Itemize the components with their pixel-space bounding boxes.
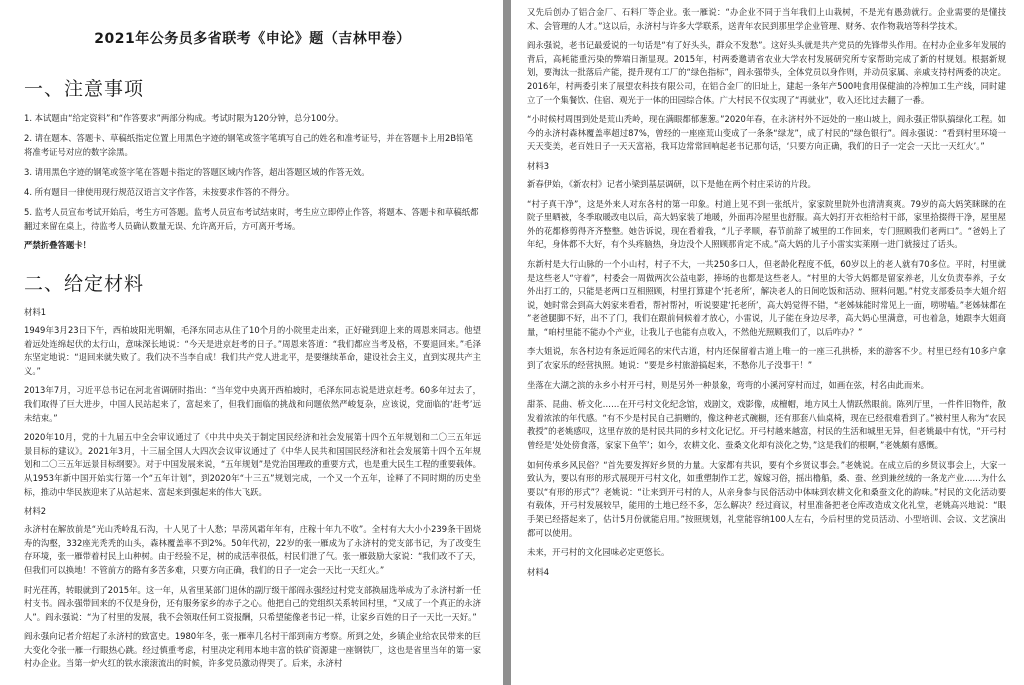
- note-item: 3. 请用黑色字迹的钢笔或签字笔在答题卡指定的答题区域内作答，超出答题区域的作答无效。: [24, 167, 370, 177]
- material-label: 材料3: [527, 160, 550, 171]
- section-heading-notes: 一、注意事项: [24, 78, 145, 100]
- note-item: 1. 本试题由“给定资料”和“作答要求”两部分构成。考试时限为120分钟，总分100分。: [24, 113, 344, 123]
- paragraph: 阎永强向记者介绍起了永济村的致富史。1980年冬，张一雁率几名村干部到南方考察。所到之处，乡镇企业给农民带来的巨大变化令张一雁一行眼热心跳。经过慎重考虑，村里决定利用本地丰富的铁矿资源建一座钢铁厂，这也是省里当年的第一家村办企业。当第一炉火红的铁水滚滚流出的时候，许多党员激动得哭了。后来，永济村: [24, 631, 481, 669]
- paragraph: “小时候村周围到处是荒山秃岭，现在满眼都郁葱葱。”2020年春，在永济村外不远处的一座山坡上，阎永强正带队搞绿化工程。如今的永济村森林覆盖率超过87%，曾经的一座座荒山变成了一条条“绿龙”，成了村民的“绿色银行”。阎永强说：“看到村里环境一天天变美，老百姓日子一天天富裕，我耳边常常回响起老书记那句话，‘只要方向正确，我们的日子一定会一天比一天红火’。”: [527, 114, 1006, 152]
- material-label: 材料4: [527, 566, 550, 577]
- paragraph: 2013年7月，习近平总书记在河北省调研时指出：“当年党中央离开西柏坡时，毛泽东同志说是进京赶考。60多年过去了，我们取得了巨大进步，中国人民站起来了，富起来了，但我们面临的挑战和问题依然严峻复杂，应该说，党面临的‘赶考’远未结束。”: [24, 385, 481, 423]
- document-page-right: [511, 0, 1024, 685]
- paragraph: 坐落在大湖之滨的永乡小村开弓村，则是另外一种景象，弯弯的小溪河穿村而过，如画在弦，村名由此而来。: [527, 379, 929, 390]
- paragraph: 如何传承乡风民俗？“首先要发挥好乡贤的力量。大家都有共识，要有个乡贤议事会。”老姚说。在成立后的乡贤议事会上，大家一致认为，要以有形的形式展现开弓村文化，如重塑制作工艺，嫁嫁习俗，摇出橹船，桑、蚕、丝到兼丝绒的一条龙产业……为什么要以“有形的形式”？老姚说：“让来到开弓村的人，从亲身参与民俗活动中体味到农耕文化和桑蚕文化的韵味。”村民的文化活动要有载体，开弓村发展较早，能用的土地已经不多，怎么解决？经过商议，村里准备把老仓库改造成文化礼堂，老姚高兴地说：“眼手架已经搭起来了，估计5月份就能启用。”按照规划，礼堂能容纳100人左右，今后村里的党员活动、小型培训、会议、文艺演出都可以使用。: [527, 459, 1006, 538]
- paragraph: “村子真干净”，这是外来人对东各村的第一印象。村道上见不到一张纸片，家家院里院外也清清爽爽。79岁的高大妈笑眯眯的在院子里晒被，冬季取暖改电以后，高大妈家装了地暖，外面再冷屋里也舒服。高大妈打开衣柜给村干部，家里拾掇得干净，屋里屋外的花都修剪得齐齐整整。她告诉说，现在看着我，“儿子孝顺，春节前辞了城里的工作回来，专门照顾我们老两口”。“爸妈上了年纪，身体都不大好，有个头疼脑热，身边没个人照顾那肯定不成。”高大妈的儿子小雷实实莱刚一进门就接过了话头。: [527, 198, 1006, 250]
- paragraph: 时光荏苒，转眼就到了2015年。这一年，从省里某部门退休的副厅级干部阎永强经过村党支部换届选举成为了永济村新一任村支书。阎永强带回来的不仅是身份，还有服务家乡的赤子之心。他把自己的党组织关系转回村里，“又成了一个真正的永济人”。阎永强说：“为了村里的发展，我不会领取任何工资报酬，只希望能像老书记一样，让家乡百姓的日子一天比一天好。”: [24, 584, 481, 622]
- note-item: 4. 所有题目一律使用现行规范汉语言文字作答，未按要求作答的不得分。: [24, 187, 295, 197]
- paragraph: 新春伊始，《新农村》记者小梁到基层调研，以下是他在两个村庄采访的片段。: [527, 178, 816, 189]
- note-item: 5. 监考人员宣布考试开始后，考生方可答题。监考人员宣布考试结束时，考生应立即停止作答，将题本、答题卡和草稿纸都翻过来留在桌上，待监考人员确认数量无误、允许离开后，方可离开考场。: [24, 207, 479, 231]
- paragraph: 甜茶、昆曲、桥文化……在开弓村文化纪念馆，戏剧文，戏影像，成檀帽，地方风土人情跃然眼前。陈列厅里，一件件旧物件，散发着浓浓的年代感。“有不少是村民自己捐赠的，像这种老式碗橱，还有那套八仙桌椅，现在已经很难看到了。”被村里人称为“农民教授”的老姚感叹，这里存放的是村民共同的乡村文化记忆。开弓村越来越富，村民的生活和城里无异，但老姚最中有忧，“开弓村曾经是‘处处傍食落，家家下鱼竿’；如今，农耕文化、蚕桑文化却有淡化之势，”这是我们的根啊，”老姚颇有感慨。: [527, 399, 1006, 451]
- paragraph: 未来，开弓村的文化园味必定更悠长。: [527, 547, 670, 558]
- paragraph: 永济村在解放前是“光山秃岭乱石沟，十人见了十人愁；旱涝风霜年年有，庄稼十年九不收”。全村有大大小小239条干固烧寿的沟壑，332座光秃秃的山头，森林覆盖率不到2%。50年代初，22岁的张一雁成为了永济村的党支部书记，为了改变生存环境，张一雁带着村民上山种树。由于经验不足，树的成活率很低，村民们泄了气。张一雁鼓励大家说：“我们改不了天，但我们可以换地！不管前方的路有多苦多难，只要方向正确，我们的日子一定会一天比一天红火。”: [24, 524, 481, 575]
- document-page-left: [0, 0, 503, 685]
- warning-note: 严禁折叠答题卡！: [24, 240, 91, 250]
- note-item: 2. 请在题本、答题卡、草稿纸指定位置上用黑色字迹的钢笔或签字笔填写自己的姓名和准考证号，并在答题卡上用2B铅笔将准考证号对应的数字涂黑。: [24, 133, 473, 157]
- paragraph: 李大姐说，东各村边有条远近闻名的宋代古道，村内还保留着古道上唯一的一座三孔拱桥，来的游客不少。村里已经有10多户拿到了农家乐的经营执照。她说：“要是乡村旅游搞起来，不愁你儿子没事干！”: [527, 346, 1006, 371]
- document-title: 2021年公务员多省联考《申论》题（吉林甲卷）: [94, 31, 411, 47]
- paragraph: 阎永强说，老书记最爱说的一句话是“有了好头头，群众不发愁”。这好头头就是共产党员的先锋带头作用。在村办企业多年发展的背后，高耗能重污染的弊端日渐显现。2015年，村两委邀请省农业大学农村发展研究所专家帮助完成了新的村规划。根据新规划，要淘汰一批落后产能，提升现有工厂的“绿色指标”，阎永强带头，全体党员以身作则，并动员家属、亲戚支持村两委的决定。2016年，村两委引来了展望农科技有限公司，在铝合金厂的旧址上，建起一条年产500吨食用保健油的冷榨加工生产线，同时建立了一个集餐饮、住宿、观光于一体的田园综合体。广大村民不仅实现了“再就业”，收入还比过去翻了一番。: [527, 40, 1006, 105]
- paragraph: 又先后创办了铝合金厂、石料厂等企业。张一雁说：“办企业不同于当年我们上山栽树，不是光有愚劲就行。企业需要的是懂技术、会管理的人才。”这以后，永济村与许多大学联系，送青年农民到那里学企业管理、财务、农作物栽培等科学技术。: [527, 7, 1006, 31]
- material-label: 材料1: [24, 307, 47, 317]
- paragraph: 东新村是大行山脉的一个小山村，村子不大，一共250多口人，但老龄化程度不低，60岁以上的老人就有70多位。平时，村里就是这些老人“守着”，村委会一周做两次公益电影，捧场的也都是这些老人。“村里的大爷大妈都是留家养老，儿女负责奉养，子女外出打工的，只能是老两口互相照顾，村里打算建个‘托老所’，解决老人的日间吃饭和活动、照料问题。”村党支部委员李大姐介绍说，她时常会到高大妈家来看看，帮衬帮衬，听说要建‘托老所’，高大妈觉得不错，“老姊妹能时常见上一面，唠唠嗑。”老姊妹都在 ”老爸腿脚不好，出不了门，我们在跟前伺候着才放心，小雷说，儿子能在身边尽孝，高大妈心里满意，可也着急，她跟李大姐商量，“咱村里能不能办个产业，让我儿子也能有点收入，不然他光照顾我们了，以后咋办？”: [527, 258, 1006, 337]
- material-label: 材料2: [24, 506, 47, 517]
- paragraph: 2020年10月，党的十九届五中全会审议通过了《中共中央关于制定国民经济和社会发展第十四个五年规划和二〇三五年远景目标的建议》。2021年3月，十三届全国人大四次会议审议通过了《中华人民共和国国民经济和社会发展第十四个五年规划和二〇三五年远景目标纲要》。对于中国发展来说，“五年规划”是党治国理政的重要方式，也是重大民生工程的重要载体。从1953年新中国开始实行第一个“五年计划”，到2020年“十三五”规划完成，一个又一个五年，诠释了不同时期的历史坐标，推动中华民族迎来了从站起来、富起来到强起来的伟大飞跃。: [24, 432, 481, 497]
- paragraph: 1949年3月23日下午，西柏坡阳光明媚，毛泽东同志从住了10个月的小院里走出来，正好碰到迎上来的周恩来同志。他望着远处连绵起伏的太行山，意味深长地说：“今天是进京赶考的日子。”周恩来答道：“我们都应当考及格，不要退回来。”毛泽东坚定地说：“退回来就失败了。我们决不当李自成！我们共产党人进北平，是要继续革命，建设社会主义，直到实现共产主义。”: [24, 325, 481, 376]
- section-heading-materials: 二、给定材料: [24, 273, 145, 295]
